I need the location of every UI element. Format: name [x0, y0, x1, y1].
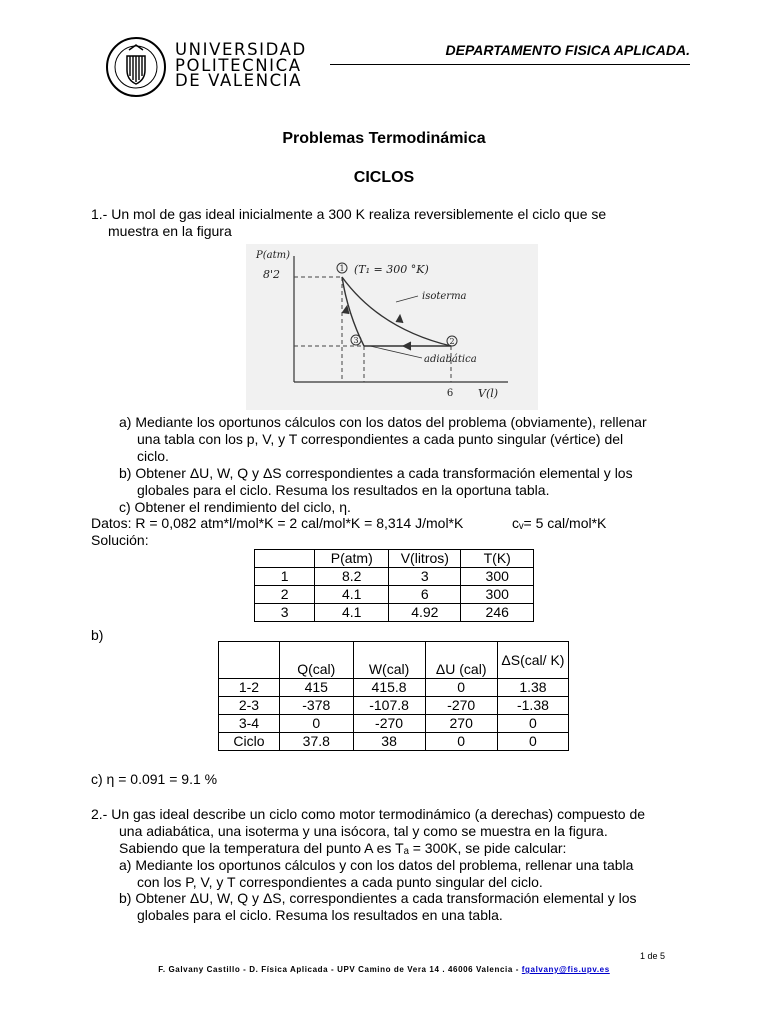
table-energy — [218, 641, 569, 751]
problem2-line2: una adiabática, una isoterma y una isócora, tal y como se muestra en la figura. — [119, 823, 608, 839]
table-cell: 4.1 — [315, 586, 389, 604]
arrow-3-1 — [342, 306, 349, 314]
table-header-cell: P(atm) — [315, 550, 389, 568]
table-header-cell — [255, 550, 315, 568]
isoterma-label: isoterma — [422, 291, 467, 302]
table-cell: 38 — [353, 733, 425, 751]
table-cell: 8.2 — [315, 568, 389, 586]
document-subtitle: CICLOS — [353, 169, 415, 186]
problem1-a-line3: ciclo. — [137, 448, 169, 464]
table-cell: 0 — [425, 679, 497, 697]
department-name: DEPARTAMENTO FISICA APLICADA. — [445, 42, 690, 58]
problem2-b-line2: globales para el ciclo. Resuma los resultados en una tabla. — [137, 907, 503, 923]
table-cell: 1.38 — [497, 679, 568, 697]
point-1-note: (T₁ = 300 °K) — [354, 263, 429, 276]
table-cell: -270 — [425, 697, 497, 715]
table-cell: 246 — [461, 604, 534, 622]
university-line-1: UNIVERSIDAD — [175, 40, 307, 59]
problem2-b-line1: b) Obtener ΔU, W, Q y ΔS, correspondientes a cada transformación elemental y los — [119, 890, 637, 906]
table-row — [255, 568, 534, 586]
table-cell: 0 — [497, 733, 568, 751]
table-row — [255, 604, 534, 622]
table-cell: 415 — [279, 679, 353, 697]
header-rule — [330, 64, 690, 65]
table-cell: 415.8 — [353, 679, 425, 697]
table-cell: 1 — [255, 568, 315, 586]
table-cell: 2 — [255, 586, 315, 604]
page-number: 1 de 5 — [640, 951, 666, 961]
document-title: Problemas Termodinámica — [282, 130, 486, 147]
pv-diagram-figure — [246, 244, 538, 410]
table-cell: -270 — [353, 715, 425, 733]
university-name — [175, 42, 307, 89]
table-cell: 3 — [255, 604, 315, 622]
arrow-2-3 — [403, 342, 411, 350]
arrow-1-2 — [396, 315, 403, 323]
table-cell: Ciclo — [219, 733, 280, 751]
footer — [0, 965, 768, 974]
table-header-cell: T(K) — [461, 550, 534, 568]
university-line-3: DE VALENCIA — [175, 71, 303, 90]
x-tick-label: 6 — [446, 388, 454, 399]
table-cell: -1.38 — [497, 697, 568, 715]
problem2-a-line1: a) Mediante los oportunos cálculos y con los datos del problema, rellenar una tabla — [119, 857, 634, 873]
problem1-c: c) Obtener el rendimiento del ciclo, η. — [119, 499, 351, 515]
table-header-cell: W(cal) — [353, 642, 425, 679]
table-cell: 6 — [389, 586, 461, 604]
y-tick-label: 8'2 — [262, 268, 280, 281]
adiabatica-label: adiabática — [424, 354, 477, 365]
table-header-cell: Q(cal) — [279, 642, 353, 679]
problem1-b-label: b) — [91, 627, 104, 643]
table-row — [255, 550, 534, 568]
table-cell: 3-4 — [219, 715, 280, 733]
table-cell: 300 — [461, 586, 534, 604]
table-cell: 0 — [497, 715, 568, 733]
university-seal-logo — [105, 36, 167, 98]
problem2-a-line2: con los P, V, y T correspondientes a cada punto singular del ciclo. — [137, 874, 543, 890]
problem1-b-line1: b) Obtener ΔU, W, Q y ΔS correspondientes a cada transformación elemental y los — [119, 465, 633, 481]
problem1-intro-line1: 1.- Un mol de gas ideal inicialmente a 300 K realiza reversiblemente el ciclo que se — [91, 206, 607, 222]
y-axis-label: P(atm) — [256, 250, 290, 261]
table-row — [219, 733, 569, 751]
table-row — [219, 697, 569, 715]
table-header-cell: ΔS(cal/ K) — [497, 642, 568, 679]
table-cell: 4.92 — [389, 604, 461, 622]
problem1-datos: Datos: R = 0,082 atm*l/mol*K = 2 cal/mol*K = 8,314 J/mol*K — [91, 515, 464, 531]
point-2-label: 2 — [449, 337, 455, 346]
table-cell: 0 — [425, 733, 497, 751]
problem1-a-line1: a) Mediante los oportunos cálculos con los datos del problema (obviamente), rellenar — [119, 414, 647, 430]
table-cell: 270 — [425, 715, 497, 733]
problem1-intro-line2: muestra en la figura — [108, 223, 232, 239]
table-row — [219, 642, 569, 679]
table-cell: 37.8 — [279, 733, 353, 751]
x-axis-label: V(l) — [478, 387, 499, 400]
table-row — [255, 586, 534, 604]
table-header-cell: V(litros) — [389, 550, 461, 568]
table-header-cell — [219, 642, 280, 679]
problem1-cv: cᵥ= 5 cal/mol*K — [512, 515, 607, 531]
point-3-label: 3 — [353, 336, 359, 345]
footer-text: F. Galvany Castillo - D. Física Aplicada - UPV Camino de Vera 14 . 46006 Valencia - — [158, 965, 519, 974]
point-1-label: 1 — [339, 264, 345, 273]
table-cell: 2-3 — [219, 697, 280, 715]
footer-email-link[interactable]: fgalvany@fis.upv.es — [521, 965, 610, 974]
table-cell: 300 — [461, 568, 534, 586]
table-cell: -378 — [279, 697, 353, 715]
problem1-c-answer: c) η = 0.091 = 9.1 % — [91, 771, 218, 787]
table-row — [219, 715, 569, 733]
table-cell: 3 — [389, 568, 461, 586]
table-row — [219, 679, 569, 697]
table-pvt — [254, 549, 534, 622]
table-header-cell: ΔU (cal) — [425, 642, 497, 679]
problem1-solucion: Solución: — [91, 532, 149, 548]
problem1-a-line2: una tabla con los p, V, y T correspondientes a cada punto singular (vértice) del — [137, 431, 624, 447]
table-cell: 1-2 — [219, 679, 280, 697]
problem2-line3: Sabiendo que la temperatura del punto A es Tₐ = 300K, se pide calcular: — [119, 840, 567, 856]
university-line-2: POLITECNICA — [175, 55, 302, 75]
problem2-line1: 2.- Un gas ideal describe un ciclo como motor termodinámico (a derechas) compuesto de — [91, 806, 646, 822]
table-cell: -107.8 — [353, 697, 425, 715]
problem1-b-line2: globales para el ciclo. Resuma los resultados en la oportuna tabla. — [137, 482, 550, 498]
table-cell: 4.1 — [315, 604, 389, 622]
table-cell: 0 — [279, 715, 353, 733]
